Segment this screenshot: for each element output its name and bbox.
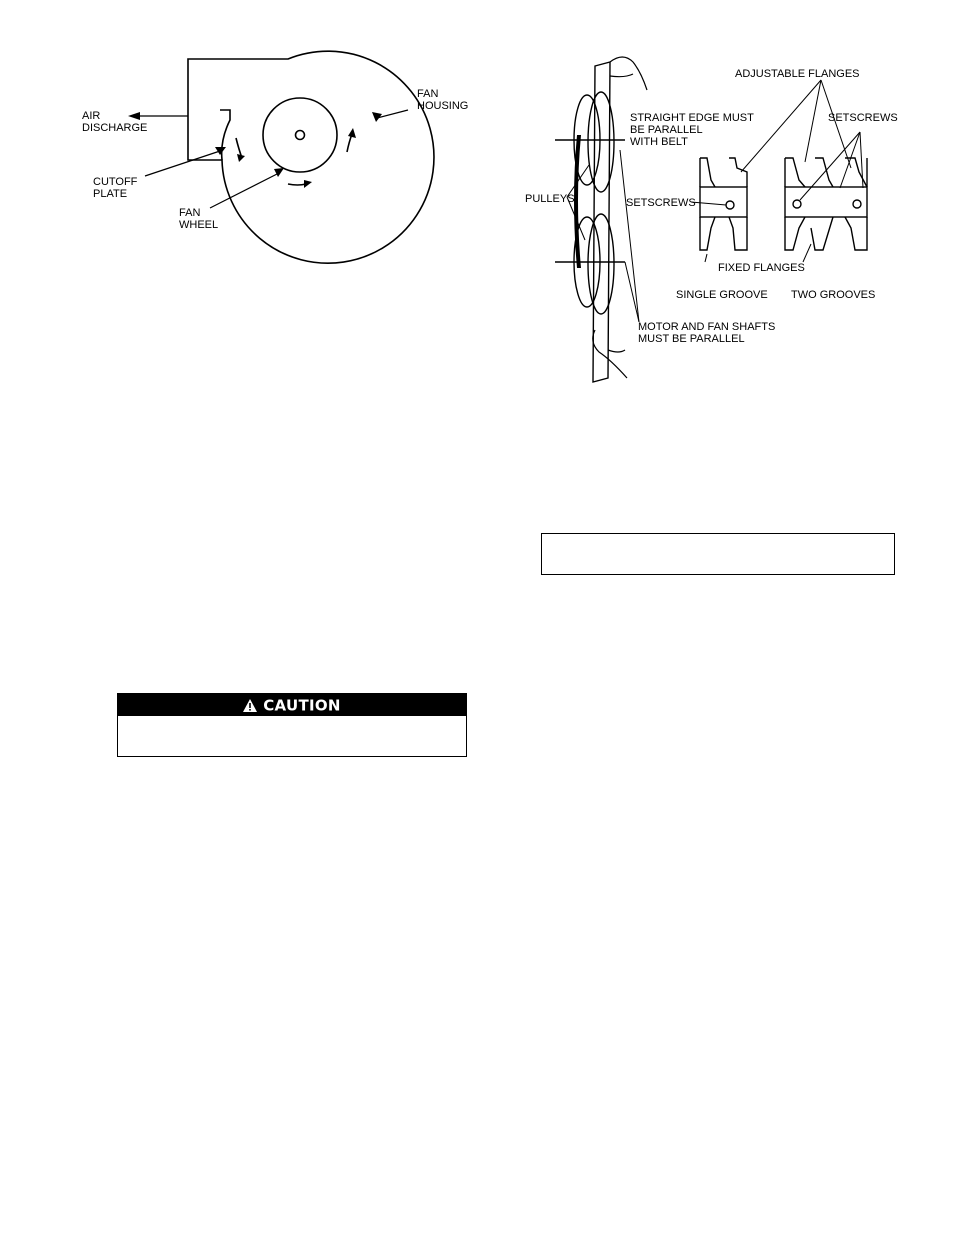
single-groove-label: SINGLE GROOVE (676, 289, 768, 301)
caution-title: CAUTION (263, 696, 341, 715)
fixed-flanges-label: FIXED FLANGES (718, 262, 805, 274)
setscrews-left-label: SETSCREWS (626, 197, 696, 209)
setscrews-right-label: SETSCREWS (828, 112, 898, 124)
fan-figure (70, 50, 490, 250)
note-box (541, 533, 895, 575)
warning-triangle-icon (243, 699, 257, 712)
motor-fan-shafts-label: MOTOR AND FAN SHAFTS MUST BE PARALLEL (638, 321, 776, 345)
two-grooves-label: TWO GROOVES (791, 289, 876, 301)
straight-edge-label: STRAIGHT EDGE MUST BE PARALLEL WITH BELT (630, 112, 754, 148)
fan-housing-drawing (70, 50, 490, 250)
fan-wheel-label: FAN WHEEL (179, 207, 219, 231)
caution-header (118, 694, 466, 716)
caution-box (117, 693, 467, 757)
fan-housing-label: FAN HOUSING (417, 88, 469, 112)
cutoff-plate-label: CUTOFF PLATE (93, 176, 138, 200)
adjustable-flanges-label: ADJUSTABLE FLANGES (735, 68, 860, 80)
air-discharge-label: AIR DISCHARGE (82, 110, 148, 134)
pulleys-label: PULLEYS (525, 193, 575, 205)
pulley-alignment-figure (515, 50, 915, 390)
